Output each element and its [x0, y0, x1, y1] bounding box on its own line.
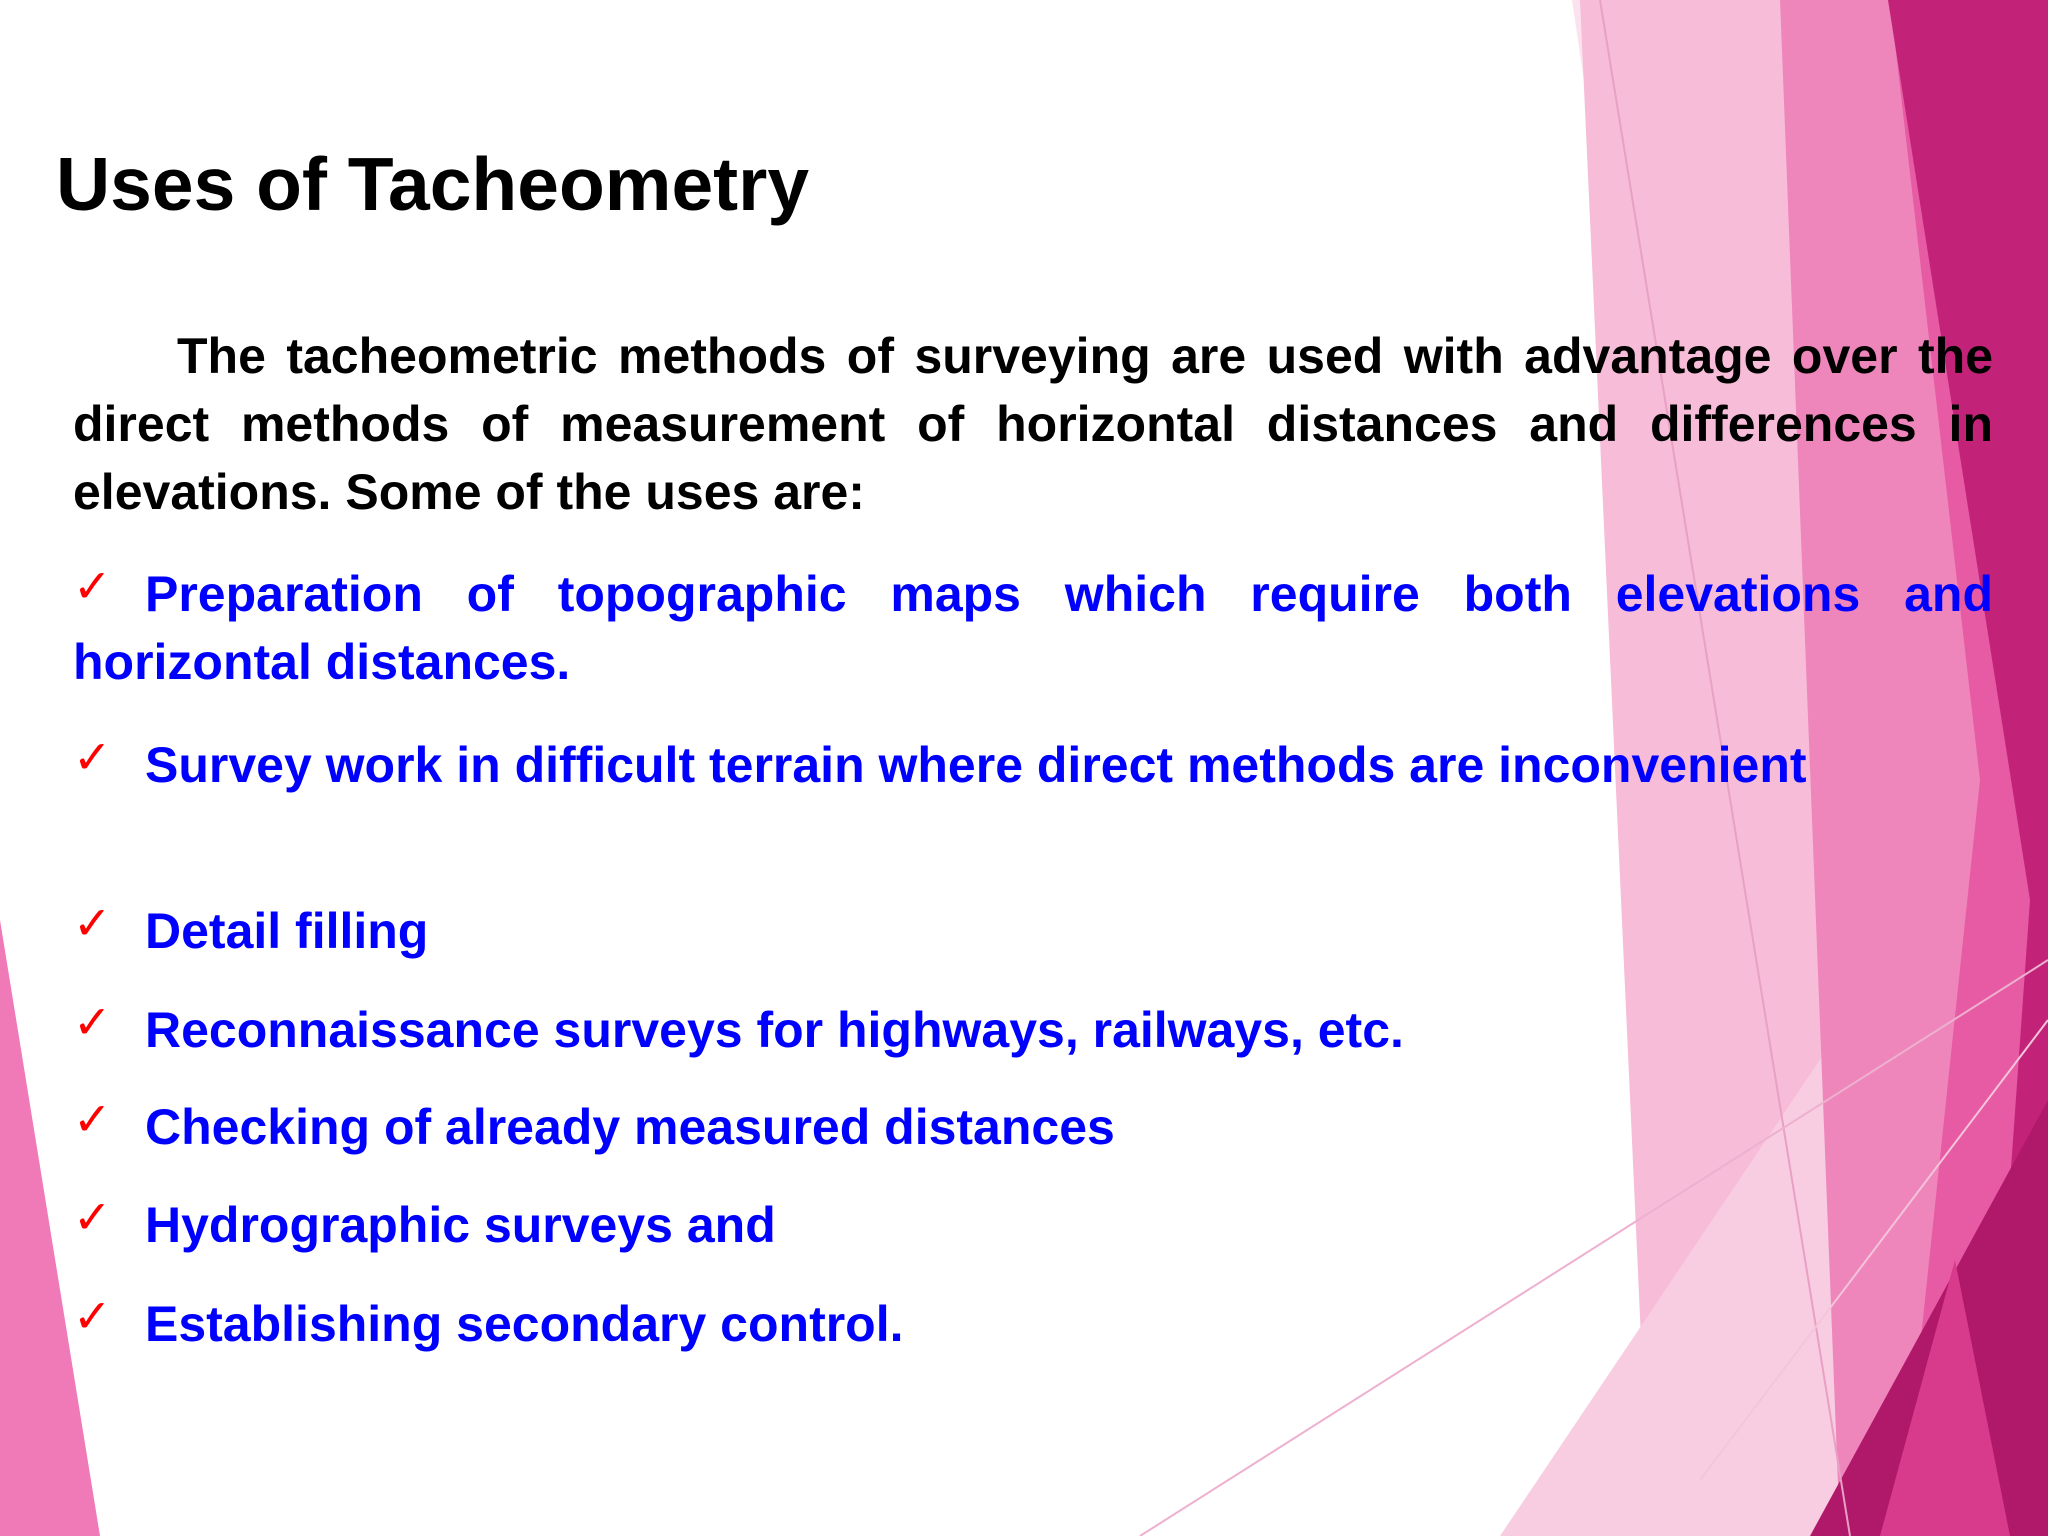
bullet-item	[73, 731, 1993, 799]
checkmark-icon: ✓	[73, 1289, 112, 1343]
bullet-text: Hydrographic surveys and	[145, 1197, 776, 1253]
bullet-item	[73, 996, 1993, 1064]
bullet-item	[73, 1290, 1993, 1358]
checkmark-icon: ✓	[73, 1092, 112, 1146]
bullet-item	[73, 1093, 1993, 1161]
bullet-text: Reconnaissance surveys for highways, railways, etc.	[145, 1002, 1404, 1058]
checkmark-icon: ✓	[73, 559, 112, 613]
checkmark-icon: ✓	[73, 730, 112, 784]
checkmark-icon: ✓	[73, 995, 112, 1049]
bullet-item	[73, 560, 1993, 696]
checkmark-icon: ✓	[73, 1190, 112, 1244]
bullet-text: Checking of already measured distances	[145, 1099, 1115, 1155]
bullet-text: Survey work in difficult terrain where direct methods are inconvenient	[145, 737, 1807, 793]
slide-title: Uses of Tacheometry	[56, 142, 810, 226]
bullet-item	[73, 897, 1993, 965]
bullet-text: Establishing secondary control.	[145, 1296, 904, 1352]
checkmark-icon: ✓	[73, 896, 112, 950]
bullet-item	[73, 1191, 1993, 1259]
bullet-text: Preparation of topographic maps which require both elevations and horizontal distances.	[73, 566, 1993, 690]
intro-paragraph: The tacheometric methods of surveying are used with advantage over the direct methods of measurement of horizontal distances and differences in elevations. Some of the uses are:	[73, 328, 1993, 520]
bullet-text: Detail filling	[145, 903, 429, 959]
